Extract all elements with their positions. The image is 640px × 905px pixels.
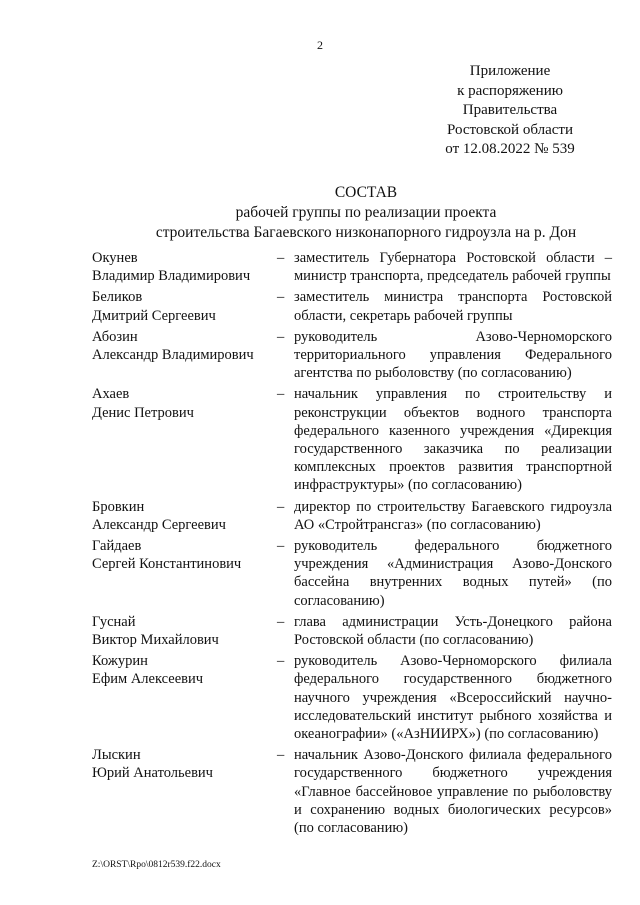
member-given-name: Сергей Константинович: [92, 556, 242, 573]
separator-dash: –: [277, 328, 285, 345]
member-row: [92, 385, 612, 494]
member-surname: Беликов: [92, 289, 143, 306]
member-role: заместитель Губернатора Ростовской области – министр транспорта, председатель рабочей группы: [294, 250, 612, 285]
member-given-name: Александр Владимирович: [92, 347, 254, 364]
member-row: [92, 498, 612, 534]
member-given-name: Ефим Алексеевич: [92, 671, 204, 688]
appendix-line: Приложение: [469, 63, 551, 79]
appendix-block: [434, 62, 586, 160]
separator-dash: –: [277, 538, 285, 555]
member-role: руководитель федерального бюджетного учреждения «Администрация Азово-Донского бассейна внутренних водных путей» (по согласованию): [294, 538, 612, 609]
appendix-line: Ростовской области: [447, 121, 573, 138]
member-given-name: Владимир Владимирович: [92, 268, 251, 285]
separator-dash: –: [277, 386, 285, 403]
member-surname: Окунев: [92, 250, 138, 266]
member-name: [92, 385, 277, 494]
title-heading: СОСТАВ: [334, 184, 398, 201]
member-role: начальник управления по строительству и реконструкции объектов водного транспорта федерального казенного учреждения «Дирекция государственного заказчика по реализации комплексных проектов развития транспортной инфраструктуры» (по согласованию): [294, 386, 612, 494]
member-row: [92, 652, 612, 743]
member-name: [92, 746, 277, 837]
member-name: [92, 288, 277, 324]
member-name: [92, 498, 277, 534]
member-role: заместитель министра транспорта Ростовской области, секретарь рабочей группы: [294, 289, 612, 324]
members-list: [92, 249, 612, 840]
member-row: [92, 613, 612, 649]
member-row: [92, 249, 612, 285]
title-line: строительства Багаевского низконапорного гидроузла на р. Дон: [155, 224, 577, 241]
separator-dash: –: [277, 653, 285, 670]
member-given-name: Денис Петрович: [92, 404, 194, 421]
member-given-name: Виктор Михайлович: [92, 632, 219, 649]
separator-dash: –: [277, 498, 285, 515]
member-role: глава администрации Усть-Донецкого района Ростовской области (по согласованию): [294, 613, 612, 649]
member-role: руководитель Азово-Черноморского филиала федерального государственного бюджетного научного учреждения «Всероссийский научно-исследовательский институт рыбного хозяйства и океанографии» («АзНИИРХ») (по согласованию): [294, 653, 612, 743]
member-name: [92, 537, 277, 610]
member-role: начальник Азово-Донского филиала федерального государственного бюджетного учреждения «Главное бассейновое управление по рыболовству и сохранению водных биологических ресурсов» (по согласованию): [294, 747, 612, 837]
member-row: [92, 746, 612, 837]
member-name: [92, 652, 277, 743]
member-surname: Гуснай: [92, 613, 136, 630]
separator-dash: –: [277, 613, 285, 630]
member-row: [92, 537, 612, 610]
member-name: [92, 613, 277, 649]
member-given-name: Дмитрий Сергеевич: [92, 307, 216, 324]
appendix-line: к распоряжению: [457, 82, 563, 99]
member-given-name: Александр Сергеевич: [92, 516, 226, 533]
title-line: рабочей группы по реализации проекта: [235, 204, 497, 221]
separator-dash: –: [277, 289, 285, 306]
separator-dash: –: [277, 747, 285, 764]
file-path-footer: Z:\ORST\Rpo\0812r539.f22.docx: [92, 860, 221, 870]
member-surname: Ахаев: [92, 386, 130, 403]
member-surname: Лыскин: [92, 747, 141, 764]
member-row: [92, 288, 612, 324]
member-name: [92, 328, 277, 383]
member-surname: Бровкин: [92, 498, 145, 515]
member-surname: Гайдаев: [92, 538, 142, 555]
member-row: [92, 328, 612, 383]
member-surname: Абозин: [92, 328, 138, 345]
appendix-line: Правительства: [462, 102, 558, 118]
member-name: [92, 249, 277, 285]
member-given-name: Юрий Анатольевич: [92, 765, 213, 782]
member-role: директор по строительству Багаевского гидроузла АО «Стройтрансгаз» (по согласованию): [294, 498, 612, 533]
appendix-date-number: от 12.08.2022 № 539: [445, 141, 575, 157]
separator-dash: –: [277, 250, 285, 266]
document-title: [0, 183, 640, 243]
page-number: 2: [317, 38, 323, 52]
member-surname: Кожурин: [92, 653, 148, 670]
member-role: руководитель Азово-Черноморского территориального управления Федерального агентства по рыболовству (по согласованию): [294, 328, 612, 382]
